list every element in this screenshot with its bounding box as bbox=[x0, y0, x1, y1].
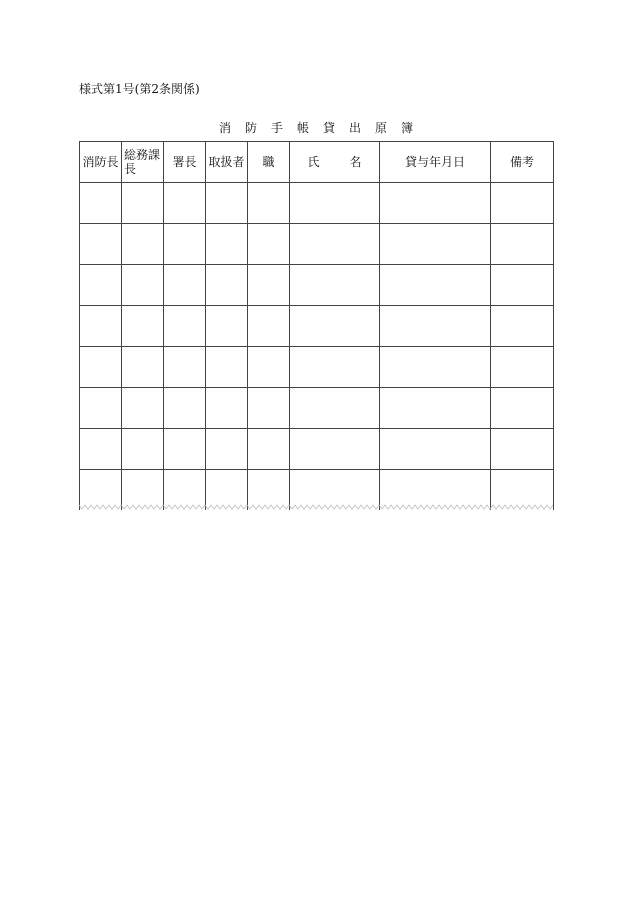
table-cell-name[interactable] bbox=[290, 183, 380, 224]
table-cell-position[interactable] bbox=[248, 347, 290, 388]
table-cell-remarks[interactable] bbox=[491, 429, 554, 470]
table-cell-handler[interactable] bbox=[206, 347, 248, 388]
table-cell-handler[interactable] bbox=[206, 388, 248, 429]
table-cell-general-affairs-chief[interactable] bbox=[122, 306, 164, 347]
ledger-title bbox=[79, 119, 553, 136]
table-cell-loan-date[interactable] bbox=[380, 183, 491, 224]
table-row bbox=[80, 388, 554, 429]
col-header-fire-chief: 消防長 bbox=[80, 142, 122, 183]
title-char: 帳 bbox=[296, 121, 309, 135]
table-cell-remarks[interactable] bbox=[491, 265, 554, 306]
table-row bbox=[80, 224, 554, 265]
table-cell-fire-chief[interactable] bbox=[80, 429, 122, 470]
table-cell-loan-date[interactable] bbox=[380, 388, 491, 429]
table-cell-remarks[interactable] bbox=[491, 183, 554, 224]
table-cell-name[interactable] bbox=[290, 224, 380, 265]
table-cell-fire-chief[interactable] bbox=[80, 388, 122, 429]
table-cell-name[interactable] bbox=[290, 388, 380, 429]
table-cell-handler[interactable] bbox=[206, 224, 248, 265]
table-cell-position[interactable] bbox=[248, 224, 290, 265]
table-cell-station-chief[interactable] bbox=[164, 429, 206, 470]
table-cell-remarks[interactable] bbox=[491, 347, 554, 388]
torn-edge-line bbox=[79, 501, 553, 511]
title-char: 出 bbox=[349, 121, 362, 135]
table-row bbox=[80, 429, 554, 470]
table-cell-remarks[interactable] bbox=[491, 224, 554, 265]
table-cell-name[interactable] bbox=[290, 306, 380, 347]
table-cell-loan-date[interactable] bbox=[380, 429, 491, 470]
table-cell-station-chief[interactable] bbox=[164, 388, 206, 429]
header-row bbox=[80, 142, 554, 183]
title-char: 手 bbox=[270, 121, 283, 135]
title-char: 防 bbox=[244, 121, 257, 135]
col-header-name-part: 氏 bbox=[307, 155, 320, 169]
table-row bbox=[80, 347, 554, 388]
table-cell-loan-date[interactable] bbox=[380, 265, 491, 306]
table-cell-handler[interactable] bbox=[206, 306, 248, 347]
col-header-position: 職 bbox=[248, 142, 290, 183]
table-cell-name[interactable] bbox=[290, 265, 380, 306]
table-cell-loan-date[interactable] bbox=[380, 347, 491, 388]
table-cell-name[interactable] bbox=[290, 429, 380, 470]
table-cell-general-affairs-chief[interactable] bbox=[122, 183, 164, 224]
table-cell-position[interactable] bbox=[248, 429, 290, 470]
table-cell-station-chief[interactable] bbox=[164, 265, 206, 306]
ledger-table bbox=[79, 141, 554, 510]
table-cell-general-affairs-chief[interactable] bbox=[122, 388, 164, 429]
col-header-name bbox=[290, 142, 380, 183]
table-cell-station-chief[interactable] bbox=[164, 224, 206, 265]
table-cell-handler[interactable] bbox=[206, 429, 248, 470]
table-cell-fire-chief[interactable] bbox=[80, 265, 122, 306]
col-header-loan-date: 貸与年月日 bbox=[380, 142, 491, 183]
col-header-station-chief: 署長 bbox=[164, 142, 206, 183]
table-cell-remarks[interactable] bbox=[491, 388, 554, 429]
table-cell-loan-date[interactable] bbox=[380, 306, 491, 347]
table-cell-position[interactable] bbox=[248, 265, 290, 306]
table-cell-fire-chief[interactable] bbox=[80, 183, 122, 224]
table-cell-station-chief[interactable] bbox=[164, 347, 206, 388]
title-char: 貸 bbox=[323, 121, 336, 135]
table-cell-loan-date[interactable] bbox=[380, 224, 491, 265]
table-cell-remarks[interactable] bbox=[491, 306, 554, 347]
col-header-handler: 取扱者 bbox=[206, 142, 248, 183]
table-cell-name[interactable] bbox=[290, 347, 380, 388]
table-cell-position[interactable] bbox=[248, 183, 290, 224]
col-header-name-part: 名 bbox=[349, 155, 362, 169]
table-row bbox=[80, 183, 554, 224]
table-cell-handler[interactable] bbox=[206, 183, 248, 224]
table-cell-position[interactable] bbox=[248, 388, 290, 429]
table-cell-general-affairs-chief[interactable] bbox=[122, 265, 164, 306]
table-cell-station-chief[interactable] bbox=[164, 306, 206, 347]
table-cell-position[interactable] bbox=[248, 306, 290, 347]
form-number: 様式第1号(第2条関係) bbox=[79, 82, 200, 96]
table-cell-fire-chief[interactable] bbox=[80, 306, 122, 347]
title-char: 簿 bbox=[401, 121, 414, 135]
table-cell-fire-chief[interactable] bbox=[80, 347, 122, 388]
table-cell-general-affairs-chief[interactable] bbox=[122, 347, 164, 388]
table-row bbox=[80, 306, 554, 347]
table-cell-station-chief[interactable] bbox=[164, 183, 206, 224]
table-cell-general-affairs-chief[interactable] bbox=[122, 224, 164, 265]
title-char: 原 bbox=[375, 121, 388, 135]
table-row bbox=[80, 265, 554, 306]
table-cell-handler[interactable] bbox=[206, 265, 248, 306]
col-header-remarks: 備考 bbox=[491, 142, 554, 183]
table-cell-fire-chief[interactable] bbox=[80, 224, 122, 265]
col-header-general-affairs-chief: 総務課長 bbox=[122, 142, 164, 183]
table-cell-general-affairs-chief[interactable] bbox=[122, 429, 164, 470]
title-char: 消 bbox=[218, 121, 231, 135]
